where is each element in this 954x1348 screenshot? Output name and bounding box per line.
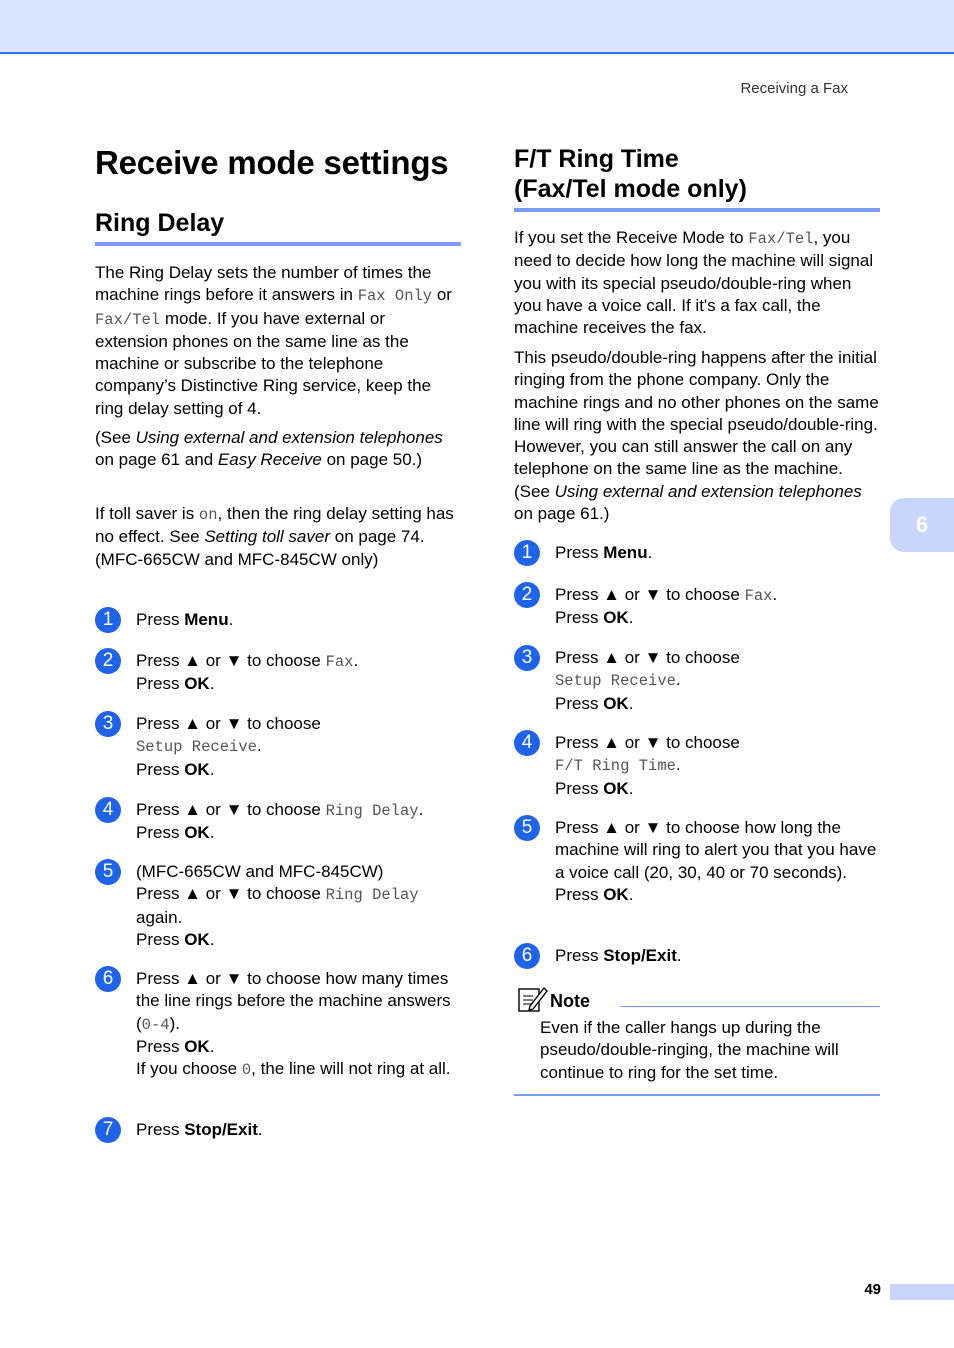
code-fax-tel: Fax/Tel [95, 310, 161, 329]
text-run: . [209, 759, 215, 779]
xref-external-phones: Using external and extension telephones [135, 428, 443, 447]
step-number-icon: 5 [514, 815, 540, 841]
text-run: Press [136, 759, 185, 779]
step-number-icon: 4 [95, 797, 121, 823]
step-text: again. [136, 907, 183, 927]
text-run: Press [555, 608, 604, 628]
text-run: . [647, 543, 653, 562]
key-ok: OK [603, 693, 629, 713]
code-fax-only: Fax Only [357, 287, 433, 306]
text-run: . [628, 778, 634, 798]
code-ft-ring-time: F/T Ring Time [555, 757, 676, 776]
ring-delay-reference [95, 427, 461, 472]
chapter-number: 6 [915, 512, 929, 537]
step-text: Press ▲ or ▼ to choose [136, 714, 321, 733]
key-menu: Menu [603, 543, 648, 562]
text-run: . [676, 946, 682, 965]
ft-step-6 [514, 945, 880, 967]
key-ok: OK [603, 608, 629, 628]
step-number-icon: 7 [95, 1117, 121, 1143]
xref-external-phones: Using external and extension telephones [554, 481, 862, 501]
step-number-icon: 3 [95, 711, 121, 737]
ft-step-5 [514, 817, 885, 906]
step-text: Press ▲ or ▼ to choose [555, 733, 740, 752]
key-ok: OK [184, 674, 210, 694]
code-fax: Fax [744, 587, 773, 605]
step-number-icon: 6 [514, 943, 540, 969]
running-head: Receiving a Fax [740, 80, 848, 97]
heading-line: F/T Ring Time [514, 145, 679, 173]
ft-step-4 [514, 732, 880, 800]
key-ok: OK [184, 1036, 210, 1056]
ft-pseudo-ring-info [514, 347, 880, 525]
text-run: . [675, 670, 681, 690]
text-run: Press [555, 884, 604, 904]
text-run: or [432, 285, 452, 305]
ft-step-2 [514, 584, 880, 630]
text-run: Press [555, 946, 604, 965]
step-5 [95, 861, 476, 951]
text-run: . [628, 608, 634, 628]
text-run: . [628, 884, 634, 904]
step-number-icon: 2 [95, 648, 121, 674]
step-number-icon: 5 [95, 859, 121, 885]
code-four: 4 [160, 1015, 170, 1034]
text-run: . [209, 823, 215, 843]
ft-intro [514, 227, 880, 339]
step-number-icon: 3 [514, 645, 540, 671]
page-number-band [890, 1284, 954, 1300]
text-run: . [209, 1036, 215, 1056]
text-run: on page 61.) [514, 504, 610, 524]
step-7 [95, 1119, 461, 1141]
step-text: Press ▲ or ▼ to choose [555, 648, 740, 667]
text-run: Press [136, 929, 185, 949]
xref-easy-receive: Easy Receive [217, 450, 322, 470]
text-run: Press ▲ or ▼ to choose [136, 884, 326, 904]
text-run: Press [136, 674, 185, 694]
step-text: Press ▲ or ▼ to choose how long the machine will ring to alert you that you have a voice call (20, 30, 40 or 70 seconds). [555, 818, 877, 882]
note-text: Even if the caller hangs up during the pseudo/double-ringing, the machine will continue to ring for the set time. [540, 1018, 839, 1082]
step-number-icon: 2 [514, 582, 540, 608]
text-run: Press ▲ or ▼ to choose how many times the line rings before the machine answers ( [136, 969, 451, 1033]
key-ok: OK [184, 929, 210, 949]
text-run: If toll saver is [95, 504, 199, 523]
toll-saver-note [95, 503, 461, 571]
ft-step-1 [514, 542, 880, 564]
text-run: ). [169, 1013, 180, 1033]
code-on: on [198, 506, 218, 524]
step-number-icon: 4 [514, 730, 540, 756]
text-run: Press [136, 1120, 185, 1139]
text-run: Press [555, 778, 604, 798]
text-run: If you set the Receive Mode to [514, 228, 749, 247]
code-ring-delay: Ring Delay [325, 886, 419, 905]
text-run: The Ring Delay sets the number of times the machine rings before it answers in [95, 263, 432, 305]
text-run: . [209, 929, 215, 949]
text-run: . [418, 800, 424, 819]
step-1 [95, 609, 461, 631]
model-note: (MFC-665CW and MFC-845CW) [136, 862, 384, 881]
step-3 [95, 713, 461, 781]
ft-step-3 [514, 647, 880, 715]
text-run: . [228, 610, 234, 629]
key-ok: OK [184, 759, 210, 779]
note-divider [620, 1006, 880, 1007]
text-run: (See [95, 428, 136, 447]
page-number: 49 [864, 1281, 881, 1298]
step-number-icon: 1 [514, 540, 540, 566]
key-ok: OK [184, 823, 210, 843]
text-run: on page 74. (MFC-665CW and MFC-845CW only) [95, 527, 425, 569]
text-run: on page 61 and [95, 450, 218, 470]
text-run: . [257, 1120, 263, 1139]
text-run: Press [555, 543, 604, 562]
code-zero: 0 [241, 1061, 252, 1080]
code-zero: 0 [141, 1015, 151, 1034]
key-stop-exit: Stop/Exit [184, 1120, 258, 1139]
step-6 [95, 968, 461, 1081]
note-pencil-icon [516, 984, 548, 1014]
code-fax-tel: Fax/Tel [748, 230, 814, 248]
text-run: . [675, 755, 681, 775]
text-run: mode. If you have external or extension phones on the same line as the machine or subscribe to the telephone company’s Distinctive Ring service, keep the ring delay setting of 4. [95, 308, 432, 418]
top-banner [0, 0, 954, 54]
text-run: Press [555, 693, 604, 713]
section-heading-ft-ring-time [514, 144, 880, 212]
text-run: on page 50.) [321, 450, 423, 470]
text-run: , then the ring delay setting has no effect. See [95, 504, 454, 547]
code-dash: - [150, 1015, 161, 1034]
text-run: Press ▲ or ▼ to choose [136, 651, 326, 670]
key-menu: Menu [184, 610, 229, 629]
code-ring-delay: Ring Delay [325, 802, 419, 820]
text-run: . [772, 585, 778, 604]
code-fax: Fax [325, 653, 354, 671]
text-run: , you need to decide how long the machine will signal you with its special pseudo/double-ring when you have a voice call. If it's a fax call, the machine receives the fax. [514, 228, 874, 338]
text-run: Press [136, 823, 185, 843]
step-number-icon: 1 [95, 607, 121, 633]
text-run: , the line will not ring at all. [251, 1059, 451, 1079]
heading-line: (Fax/Tel mode only) [514, 175, 747, 203]
text-run: Press [136, 610, 185, 629]
step-number-icon: 6 [95, 966, 121, 992]
text-run: . [256, 736, 262, 756]
code-setup-receive: Setup Receive [555, 672, 676, 691]
step-4 [95, 799, 476, 845]
code-setup-receive: Setup Receive [136, 738, 257, 757]
key-stop-exit: Stop/Exit [603, 946, 677, 965]
ring-delay-intro [95, 262, 461, 420]
step-2 [95, 650, 461, 696]
key-ok: OK [603, 884, 629, 904]
key-ok: OK [603, 778, 629, 798]
text-run: Press ▲ or ▼ to choose [136, 800, 326, 819]
text-run: This pseudo/double-ring happens after the initial ringing from the phone company. Only the machine rings and no other phones on the same line will ring with the special pseudo/double-ring. However, you can still answer the call on any telephone on the same line as the machine. (See [514, 348, 879, 501]
text-run: . [209, 674, 215, 694]
text-run: Press ▲ or ▼ to choose [555, 585, 745, 604]
page-title: Receive mode settings [95, 144, 449, 181]
chapter-tab [890, 498, 954, 552]
text-run: Press [136, 1036, 185, 1056]
text-run: If you choose [136, 1059, 242, 1079]
note-box [514, 984, 880, 1096]
note-label: Note [550, 991, 590, 1011]
text-run: . [353, 651, 359, 670]
section-heading-ring-delay: Ring Delay [95, 208, 461, 246]
text-run: . [628, 693, 634, 713]
xref-toll-saver: Setting toll saver [204, 527, 331, 547]
